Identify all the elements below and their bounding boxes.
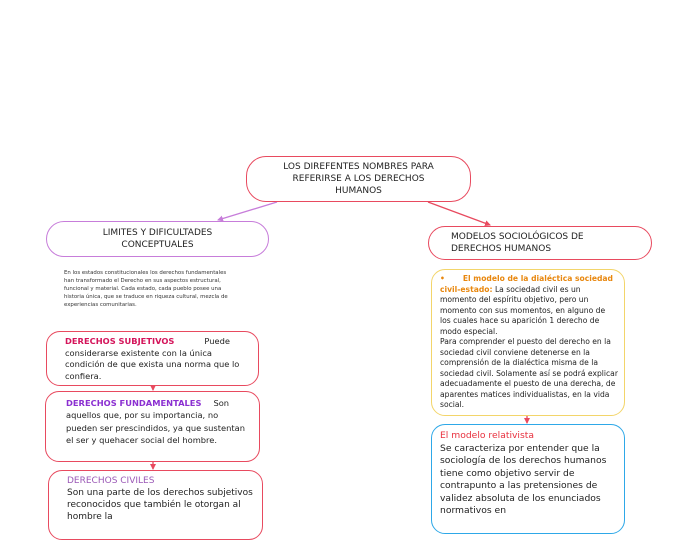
derechos-subjetivos-text: Puede considerarse existente con la única condición de que exista una norma que lo confiera.: [65, 336, 240, 381]
modelo-relativista-node[interactable]: [431, 424, 625, 534]
modelo-relativista-title: El modelo relativista: [440, 430, 535, 441]
derechos-subjetivos-title: DERECHOS SUBJETIVOS: [65, 336, 175, 346]
link-root-limits: [218, 202, 277, 220]
limits-node[interactable]: [46, 221, 269, 257]
root-topic-title: LOS DIREFENTES NOMBRES PARA REFERIRSE A LOS DERECHOS HUMANOS: [283, 162, 434, 196]
derechos-subjetivos-node[interactable]: [46, 331, 259, 386]
derechos-civiles-text: Son una parte de los derechos subjetivos reconocidos que también le otorgan al hombre la: [67, 488, 253, 522]
modelos-node[interactable]: [428, 226, 652, 260]
derechos-civiles-node[interactable]: [48, 470, 263, 540]
limits-description: En los estados constitucionales los derechos fundamentales han transformado el Derecho en sus aspectos estructural, funcional y material. Cada estado, cada pueblo posee una historia única, que se traduce en riqueza cultural, mezcla de experiencias comunitarias.: [64, 270, 228, 309]
derechos-fundamentales-node[interactable]: [45, 391, 260, 462]
root-topic-node[interactable]: [246, 156, 471, 202]
modelo-dialectica-text1: La sociedad civil es un momento del espíritu objetivo, pero un momento con sus momentos, en alguno de los cuales hace su aparición 1 derecho de modo especial.: [440, 284, 606, 336]
derechos-fundamentales-title: DERECHOS FUNDAMENTALES: [66, 398, 202, 408]
modelo-relativista-text: Se caracteriza por entender que la sociología de los derechos humanos tiene como objetivo servir de contrapunto a las pretensiones de validez absoluta de los enunciados normativos en: [440, 442, 607, 516]
derechos-civiles-title: DERECHOS CIVILES: [67, 476, 155, 486]
bullet-icon: •: [440, 274, 445, 283]
modelo-dialectica-title: El modelo de la dialéctica sociedad civil-estado:: [440, 274, 613, 294]
modelo-dialectica-text2: Para comprender el puesto del derecho en la sociedad civil conviene detenerse en la comprensión de la dialéctica misma de la sociedad civil. Solamente así se podrá explicar adecuadamente el puesto de una derecha, de aparentes matices individualistas, en la vida social.: [440, 337, 618, 409]
modelos-title: MODELOS SOCIOLÓGICOS DE DERECHOS HUMANOS: [451, 232, 584, 254]
derechos-fundamentales-text: Son aquellos que, por su importancia, no pueden ser prescindidos, ya que sustentan el ser y quehacer social del hombre.: [66, 398, 245, 446]
modelo-dialectica-node[interactable]: [431, 269, 625, 416]
limits-title: LIMITES Y DIFICULTADES CONCEPTUALES: [102, 228, 213, 250]
link-root-models: [428, 202, 490, 225]
